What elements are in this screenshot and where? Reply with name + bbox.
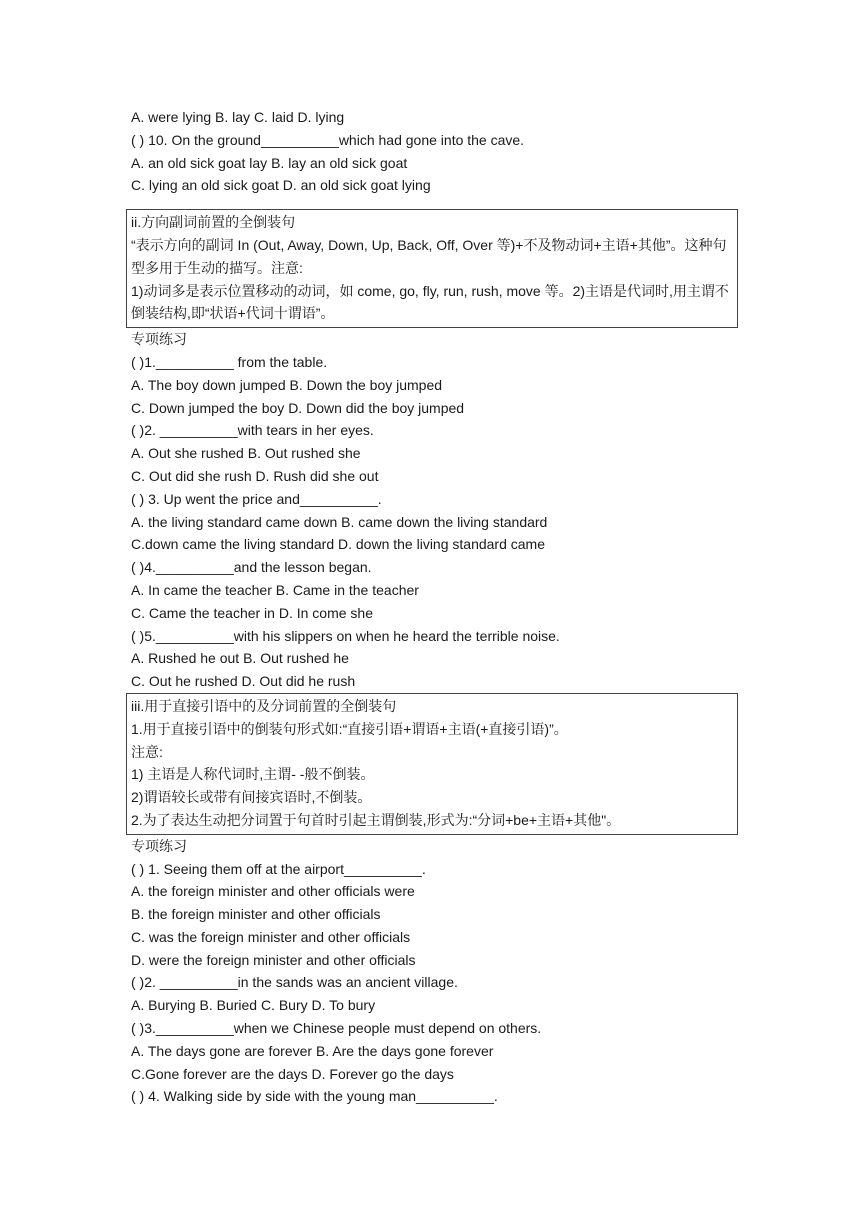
text-line: A. In came the teacher B. Came in the teacher [131, 581, 419, 598]
box-text: 2.为了表达生动把分词置于句首时引起主谓倒装,形式为:“分词+be+主语+其他"。 [131, 811, 621, 828]
section-heading: 专项练习 [131, 331, 187, 348]
text-line: ( ) 3. Up went the price and__________. [131, 490, 382, 507]
practice-block-2 [131, 328, 751, 693]
text-line: C.down came the living standard D. down the living standard came [131, 536, 545, 553]
box-text: “表示方向的副词 In (Out, Away, Down, Up, Back, Off, Over 等)+不及物动词+主语+其他”。这种句型多用于生动的描写。注意: [131, 236, 727, 276]
text-line: C. Out he rushed D. Out did he rush [131, 673, 356, 690]
grammar-note-box-directional-adverbs [126, 209, 738, 328]
section-heading: 专项练习 [131, 837, 187, 854]
text-line: C. was the foreign minister and other officials [131, 928, 411, 945]
text-line: A. were lying B. lay C. laid D. lying [131, 109, 345, 125]
text-line: ( )5.__________with his slippers on when he heard the terrible noise. [131, 627, 560, 644]
text-line: C.Gone forever are the days D. Forever go the days [131, 1065, 454, 1082]
text-line: A. Out she rushed B. Out rushed she [131, 445, 361, 462]
text-line: ( )2. __________with tears in her eyes. [131, 422, 374, 439]
text-line: A. an old sick goat lay B. lay an old sick goat [131, 154, 408, 171]
text-line: ( ) 10. On the ground__________which had gone into the cave. [131, 131, 525, 148]
text-line: A. the foreign minister and other officials were [131, 883, 415, 900]
box-text: 2)谓语较长或带有间接宾语时,不倒装。 [131, 789, 372, 806]
text-line: A. the living standard came down B. came down the living standard [131, 513, 548, 530]
text-line: ( ) 1. Seeing them off at the airport__________. [131, 860, 426, 877]
practice-block-3 [131, 835, 751, 1109]
text-line: ( ) 4. Walking side by side with the young man__________. [131, 1088, 498, 1105]
text-line: A. The days gone are forever B. Are the days gone forever [131, 1042, 494, 1059]
text-line: ( )3.__________when we Chinese people must depend on others. [131, 1020, 542, 1037]
question-block-1 [131, 106, 751, 197]
grammar-note-box-direct-speech [126, 693, 738, 835]
text-line: A. The boy down jumped B. Down the boy jumped [131, 376, 443, 393]
text-line: ( )2. __________in the sands was an ancient village. [131, 974, 458, 991]
document-page [131, 106, 751, 1108]
box-text: 注意: [131, 743, 163, 760]
text-line: C. Down jumped the boy D. Down did the boy jumped [131, 399, 465, 416]
text-line: C. Out did she rush D. Rush did she out [131, 467, 379, 484]
text-line: D. were the foreign minister and other officials [131, 951, 416, 968]
box-title: ii.方向副词前置的全倒装句 [131, 214, 296, 231]
text-line: B. the foreign minister and other officials [131, 906, 381, 923]
text-line: C. Came the teacher in D. In come she [131, 604, 373, 621]
text-line: ( )1.__________ from the table. [131, 353, 328, 370]
text-line: A. Rushed he out B. Out rushed he [131, 650, 349, 667]
text-line: A. Burying B. Buried C. Bury D. To bury [131, 997, 376, 1014]
box-text: 1)动词多是表示位置移动的动词，如 come, go, fly, run, rush, move 等。2)主语是代词时,用主谓不倒装结构,即“状语+代词十谓语”。 [131, 282, 729, 322]
box-text: 1) 主语是人称代词时,主谓- -般不倒装。 [131, 766, 375, 783]
box-text: 1.用于直接引语中的倒装句形式如:“直接引语+谓语+主语(+直接引语)”。 [131, 720, 568, 737]
text-line: C. lying an old sick goat D. an old sick goat lying [131, 177, 431, 194]
box-title: iii.用于直接引语中的及分词前置的全倒装句 [131, 697, 397, 714]
text-line: ( )4.__________and the lesson began. [131, 559, 372, 576]
spacer [131, 197, 751, 209]
